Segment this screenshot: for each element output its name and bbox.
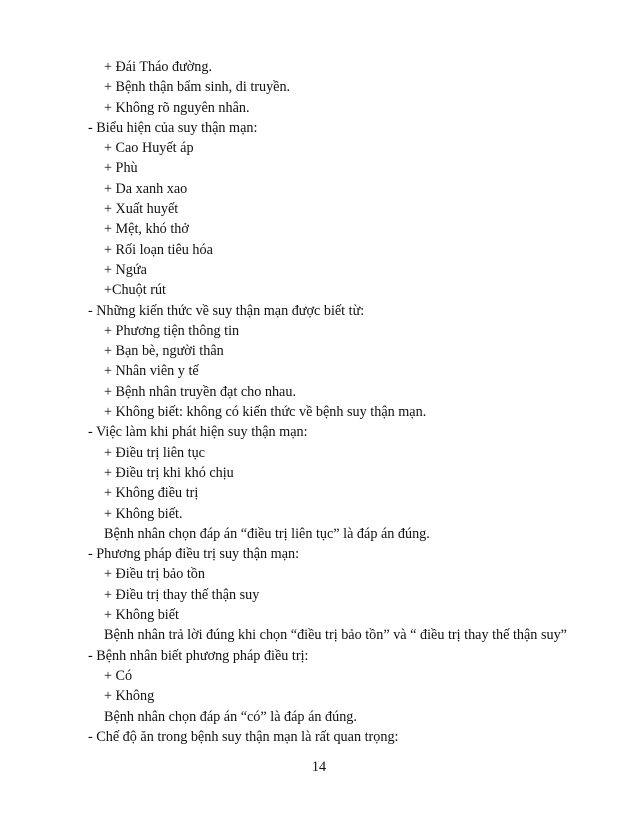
- list-item: + Điều trị bảo tồn: [104, 566, 205, 583]
- list-item: Bệnh nhân chọn đáp án “điều trị liên tục” là đáp án đúng.: [104, 525, 430, 542]
- list-item: + Không điều trị: [104, 485, 199, 502]
- list-item: Bệnh nhân chọn đáp án “có” là đáp án đúng.: [104, 708, 357, 725]
- list-item: + Mệt, khó thở: [104, 221, 189, 238]
- list-item: + Điều trị khi khó chịu: [104, 464, 234, 481]
- document-body: [88, 57, 588, 747]
- section-heading: - Những kiến thức về suy thận mạn được biết từ:: [88, 302, 365, 319]
- section-heading: - Việc làm khi phát hiện suy thận mạn:: [88, 424, 308, 441]
- list-item: + Bạn bè, người thân: [104, 343, 224, 360]
- list-item: + Ngứa: [104, 261, 147, 278]
- list-item: + Điều trị liên tục: [104, 444, 205, 461]
- list-item: +Chuột rút: [104, 282, 166, 299]
- section-heading: - Biểu hiện của suy thận mạn:: [88, 119, 258, 136]
- list-item: + Không: [104, 688, 155, 705]
- list-item: + Rối loạn tiêu hóa: [104, 241, 213, 258]
- list-item: + Có: [104, 667, 133, 684]
- list-item: + Nhân viên y tế: [104, 363, 199, 380]
- section-heading: - Bệnh nhân biết phương pháp điều trị:: [88, 647, 309, 664]
- list-item: + Không biết.: [104, 505, 183, 522]
- list-item: Bệnh nhân trả lời đúng khi chọn “điều trị bảo tồn” và “ điều trị thay thế thận suy”: [104, 627, 567, 644]
- list-item: + Không rõ nguyên nhân.: [104, 99, 250, 116]
- list-item: + Điều trị thay thế thận suy: [104, 586, 260, 603]
- list-item: + Phương tiện thông tin: [104, 322, 240, 339]
- list-item: + Không biết: không có kiến thức về bệnh suy thận mạn.: [104, 404, 427, 421]
- list-item: + Đái Tháo đường.: [104, 59, 213, 75]
- list-item: + Cao Huyết áp: [104, 140, 194, 157]
- list-item: + Không biết: [104, 607, 179, 624]
- list-item: + Xuất huyết: [104, 201, 179, 218]
- list-item: + Bệnh thận bẩm sinh, di truyền.: [104, 79, 291, 96]
- section-heading: - Phương pháp điều trị suy thận mạn:: [88, 546, 300, 563]
- page-number: 14: [311, 759, 327, 775]
- list-item: + Phù: [104, 160, 138, 177]
- section-heading: - Chế độ ăn trong bệnh suy thận mạn là rất quan trọng:: [88, 728, 399, 745]
- list-item: + Da xanh xao: [104, 180, 188, 197]
- list-item: + Bệnh nhân truyền đạt cho nhau.: [104, 383, 296, 400]
